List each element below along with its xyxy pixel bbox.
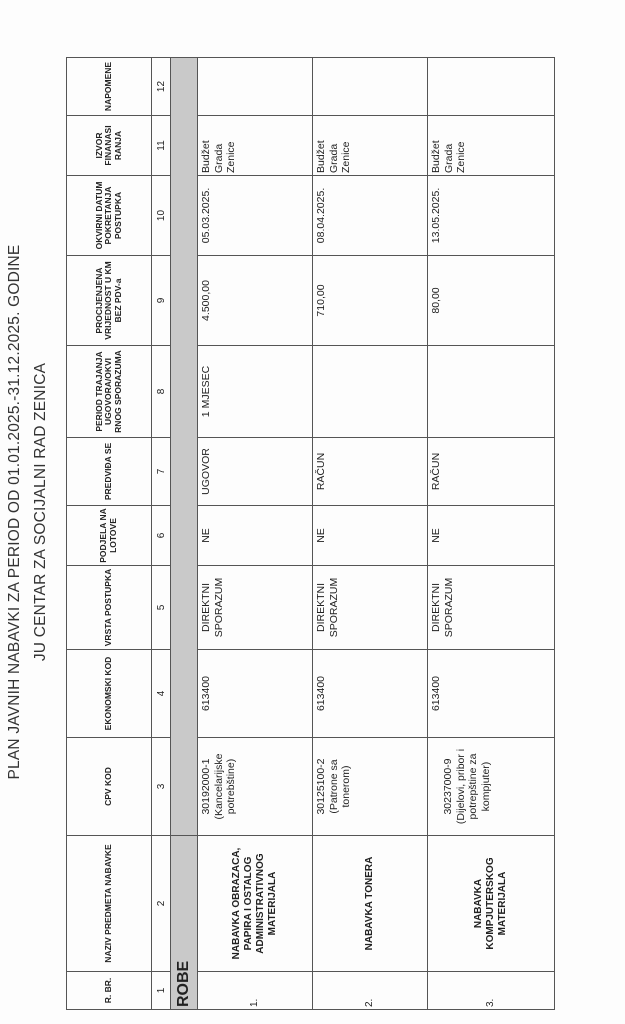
notes — [428, 58, 555, 116]
row-number: 2. — [313, 972, 428, 1010]
column-number: 1 — [152, 972, 171, 1010]
column-number: 9 — [152, 256, 171, 346]
header-cell: CPV KOD — [67, 738, 152, 836]
notes — [198, 58, 313, 116]
duration — [428, 346, 555, 438]
table-row — [313, 58, 428, 1010]
lots: NE — [428, 506, 555, 566]
lots: NE — [198, 506, 313, 566]
column-number: 11 — [152, 116, 171, 176]
item-name: NABAVKA TONERA — [313, 836, 428, 972]
row-number: 1. — [198, 972, 313, 1010]
economic-code: 613400 — [428, 650, 555, 738]
column-number: 6 — [152, 506, 171, 566]
row-number: 3. — [428, 972, 555, 1010]
column-number: 12 — [152, 58, 171, 116]
header-cell: OKVIRNI DATUM POKRETANJA POSTUPKA — [67, 176, 152, 256]
header-cell: PROCIJENJENA VRIJEDNOST U KM BEZ PDV-a — [67, 256, 152, 346]
column-number: 2 — [152, 836, 171, 972]
funding-source: Budžet Grada Zenice — [428, 116, 555, 176]
column-number: 10 — [152, 176, 171, 256]
item-name: NABAVKA KOMPJUTERSKOG MATERIJALA — [428, 836, 555, 972]
start-date: 08.04.2025. — [313, 176, 428, 256]
column-number: 3 — [152, 738, 171, 836]
duration — [313, 346, 428, 438]
column-number: 5 — [152, 566, 171, 650]
table-row — [198, 58, 313, 1010]
column-number-row — [152, 58, 171, 1010]
funding-source: Budžet Grada Zenice — [313, 116, 428, 176]
header-cell: R. BR. — [67, 972, 152, 1010]
start-date: 05.03.2025. — [198, 176, 313, 256]
lots: NE — [313, 506, 428, 566]
contract-type: UGOVOR — [198, 438, 313, 506]
item-name: NABAVKA OBRAZACA, PAPIRA I OSTALOG ADMINISTRATIVNOG MATERIJALA — [198, 836, 313, 972]
estimated-value: 710,00 — [313, 256, 428, 346]
funding-source: Budžet Grada Zenice — [198, 116, 313, 176]
header-cell: IZVOR FINANASI RANJA — [67, 116, 152, 176]
header-row — [67, 58, 152, 1010]
header-cell: PODJELA NA LOTOVE — [67, 506, 152, 566]
economic-code: 613400 — [198, 650, 313, 738]
column-number: 8 — [152, 346, 171, 438]
table-row — [428, 58, 555, 1010]
start-date: 13.05.2025. — [428, 176, 555, 256]
notes — [313, 58, 428, 116]
column-number: 4 — [152, 650, 171, 738]
header-cell: VRSTA POSTUPKA — [67, 566, 152, 650]
estimated-value: 4.500,00 — [198, 256, 313, 346]
header-cell: NAPOMENE — [67, 58, 152, 116]
section-label-robe: ROBE — [171, 836, 198, 1010]
cpv-code: 30125100-2 (Patrone sa tonerom) — [313, 738, 428, 836]
procurement-plan-table — [66, 57, 555, 1010]
header-cell: EKONOMSKI KOD — [67, 650, 152, 738]
header-cell: NAZIV PREDMETA NABAVKE — [67, 836, 152, 972]
duration: 1 MJESEC — [198, 346, 313, 438]
section-fill — [171, 58, 198, 836]
cpv-code: 30192000-1 (Kancelarijske potrebštine) — [198, 738, 313, 836]
column-number: 7 — [152, 438, 171, 506]
procedure-type: DIREKTNI SPORAZUM — [198, 566, 313, 650]
contract-type: RAČUN — [428, 438, 555, 506]
cpv-code: 30237000-9 (Dijelovi, pribor i potrepštine za kompjuter) — [428, 738, 555, 836]
section-row — [171, 58, 198, 1010]
document-title: PLAN JAVNIH NABAVKI ZA PERIOD OD 01.01.2025.-31.12.2025. GODINE — [6, 244, 23, 780]
procedure-type: DIREKTNI SPORAZUM — [428, 566, 555, 650]
header-cell: PREDVIĐA SE — [67, 438, 152, 506]
estimated-value: 80,00 — [428, 256, 555, 346]
header-cell: PERIOD TRAJANJA UGOVORA/OKVI RNOG SPORAZUMA — [67, 346, 152, 438]
document-subtitle: JU CENTAR ZA SOCIJALNI RAD ZENICA — [32, 362, 49, 662]
economic-code: 613400 — [313, 650, 428, 738]
contract-type: RAČUN — [313, 438, 428, 506]
procedure-type: DIREKTNI SPORAZUM — [313, 566, 428, 650]
